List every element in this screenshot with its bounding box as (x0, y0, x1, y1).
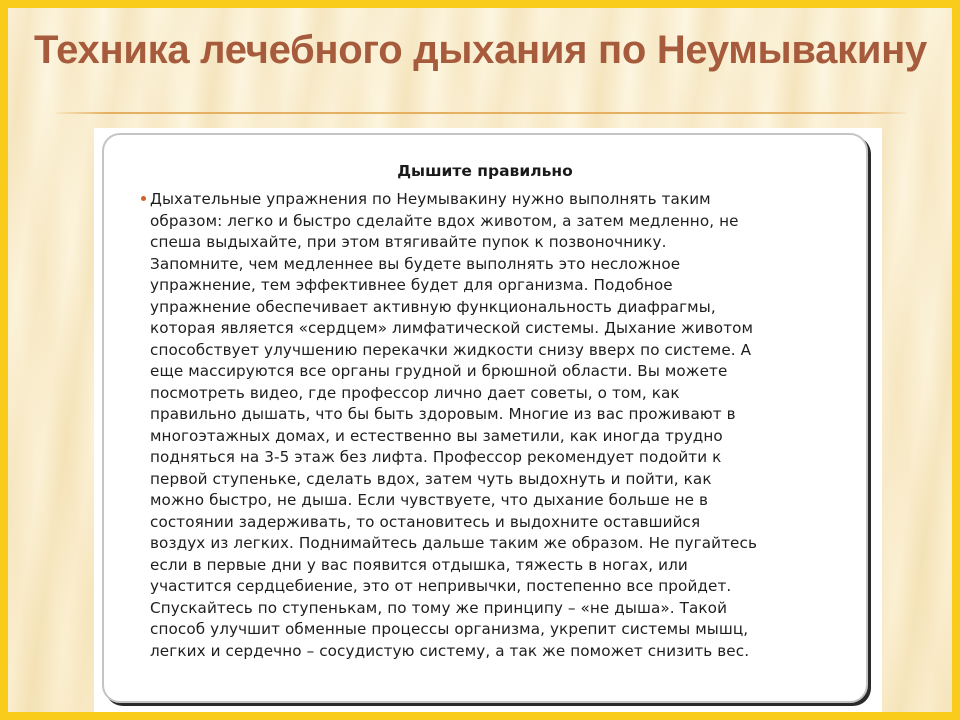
paragraph-line: образом: легко и быстро сделайте вдох животом, а затем медленно, не (150, 211, 739, 230)
content-box (102, 133, 868, 703)
paragraph-line: которая является «сердцем» лимфатической системы. Дыхание животом (150, 319, 754, 337)
paragraph-line: способствует улучшению перекачки жидкости снизу вверх по системе. А (150, 340, 752, 359)
bullet-paragraph (150, 189, 860, 662)
content-heading: Дышите правильно (397, 162, 573, 180)
paragraph-line: первой ступеньке, сделать вдох, затем чуть выдохнуть и пойти, как (150, 469, 712, 488)
paragraph-line: правильно дышать, что бы быть здоровым. Многие из вас проживают в (150, 405, 736, 423)
paragraph-line: подняться на 3-5 этаж без лифта. Профессор рекомендует подойти к (150, 448, 722, 466)
content-image-frame (94, 128, 882, 716)
paragraph-line: еще массируются все органы грудной и брюшной области. Вы можете (150, 362, 728, 380)
slide-title: Техника лечебного дыхания по Неумывакину (34, 28, 927, 72)
paragraph-line: если в первые дни у вас появится отдышка, тяжесть в ногах, или (150, 555, 688, 574)
paragraph-line: способ улучшит обменные процессы организма, укрепит системы мышц, (150, 620, 749, 638)
paragraph-line: легких и сердечно – сосудистую систему, а так же поможет снизить вес. (150, 641, 750, 660)
title-divider (56, 112, 906, 114)
paragraph-line: воздух из легких. Поднимайтесь дальше таким же образом. Не пугайтесь (150, 534, 757, 552)
paragraph-line: Спускайтесь по ступенькам, по тому же принципу – «не дыша». Такой (150, 598, 728, 617)
paragraph-line: можно быстро, не дыша. Если чувствуете, что дыхание больше не в (150, 491, 709, 509)
bullet-item (150, 189, 860, 662)
paragraph-line: Дыхательные упражнения по Неумывакину нужно выполнять таким (150, 190, 711, 208)
paragraph-line: многоэтажных домах, и естественно вы заметили, как иногда трудно (150, 426, 723, 445)
paragraph-line: посмотреть видео, где профессор лично дает советы, о том, как (150, 383, 680, 402)
paragraph-line: упражнение обеспечивает активную функциональность диафрагмы, (150, 297, 716, 316)
paragraph-line: спеша выдыхайте, при этом втягивайте пупок к позвоночнику. (150, 233, 667, 251)
paragraph-line: участится сердцебиение, это от непривычки, постепенно все пройдет. (150, 577, 732, 595)
paragraph-line: упражнение, тем эффективнее будет для организма. Подобное (150, 276, 673, 294)
paragraph-line: Запомните, чем медленнее вы будете выполнять это несложное (150, 254, 681, 273)
bullet-dot-icon (141, 196, 146, 201)
paragraph-line: состоянии задерживать, то остановитесь и выдохните оставшийся (150, 512, 701, 531)
